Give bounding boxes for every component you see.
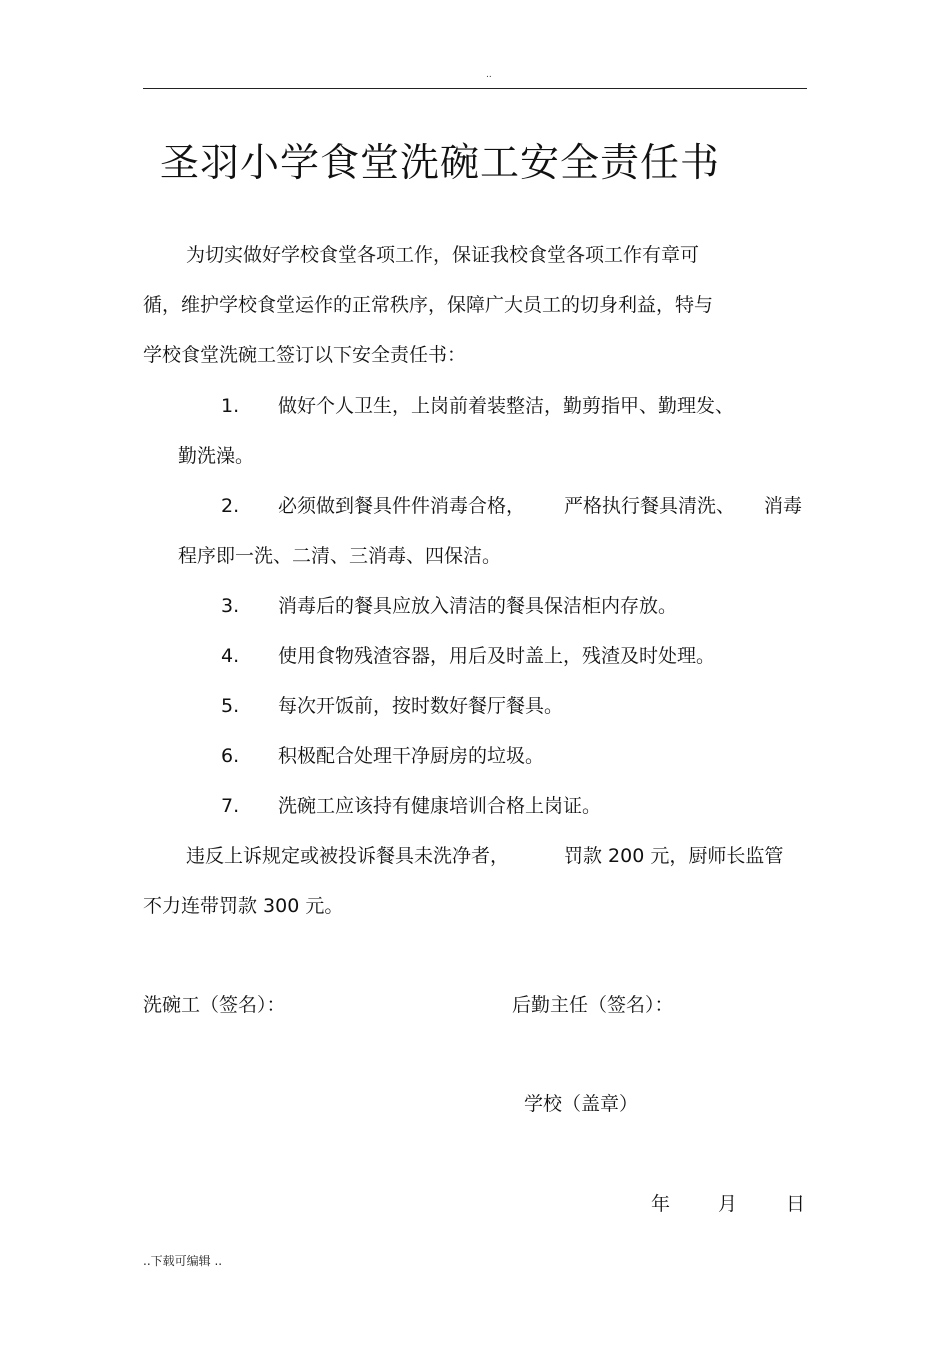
header-mark: .. (486, 70, 492, 80)
penalty-line-1b: 罚款 200 元，厨师长监管 (564, 845, 784, 867)
date-month-label: 月 (718, 1193, 738, 1215)
item-2-text-b: 严格执行餐具清洗、 (564, 495, 736, 517)
school-seal-label: 学校（盖章） (524, 1093, 639, 1115)
item-1-number: 1. (221, 395, 240, 417)
item-7-text: 洗碗工应该持有健康培训合格上岗证。 (278, 795, 602, 817)
item-6-number: 6. (221, 745, 240, 767)
item-5-text: 每次开饭前，按时数好餐厅餐具。 (278, 695, 564, 717)
date-day-label: 日 (786, 1193, 806, 1215)
penalty-line-2: 不力连带罚款 300 元。 (143, 895, 344, 917)
intro-line-2: 循，维护学校食堂运作的正常秩序，保障广大员工的切身利益，特与 (143, 294, 714, 316)
dishwasher-signature-label: 洗碗工（签名）： (143, 994, 286, 1016)
document-title: 圣羽小学食堂洗碗工安全责任书 (160, 141, 721, 186)
item-1-continuation: 勤洗澡。 (178, 445, 255, 467)
item-3-number: 3. (221, 595, 240, 617)
intro-line-3: 学校食堂洗碗工签订以下安全责任书： (143, 344, 467, 366)
item-2-text-a: 必须做到餐具件件消毒合格， (278, 495, 526, 517)
item-2-text-c: 消毒 (764, 495, 803, 517)
item-3-text: 消毒后的餐具应放入清洁的餐具保洁柜内存放。 (278, 595, 678, 617)
item-6-text: 积极配合处理干净厨房的垃圾。 (278, 745, 545, 767)
header-rule (143, 88, 807, 89)
penalty-line-1a: 违反上诉规定或被投诉餐具未洗净者， (186, 845, 510, 867)
item-2-continuation: 程序即一洗、二清、三消毒、四保洁。 (178, 545, 502, 567)
item-5-number: 5. (221, 695, 240, 717)
intro-line-1: 为切实做好学校食堂各项工作，保证我校食堂各项工作有章可 (186, 244, 700, 266)
item-4-number: 4. (221, 645, 240, 667)
item-1-text: 做好个人卫生，上岗前着装整洁，勤剪指甲、勤理发、 (278, 395, 735, 417)
footer-note: ..下载可编辑 .. (143, 1254, 223, 1268)
item-2-number: 2. (221, 495, 240, 517)
logistics-director-signature-label: 后勤主任（签名）： (512, 994, 674, 1016)
date-year-label: 年 (651, 1193, 671, 1215)
item-7-number: 7. (221, 795, 240, 817)
item-4-text: 使用食物残渣容器，用后及时盖上，残渣及时处理。 (278, 645, 716, 667)
